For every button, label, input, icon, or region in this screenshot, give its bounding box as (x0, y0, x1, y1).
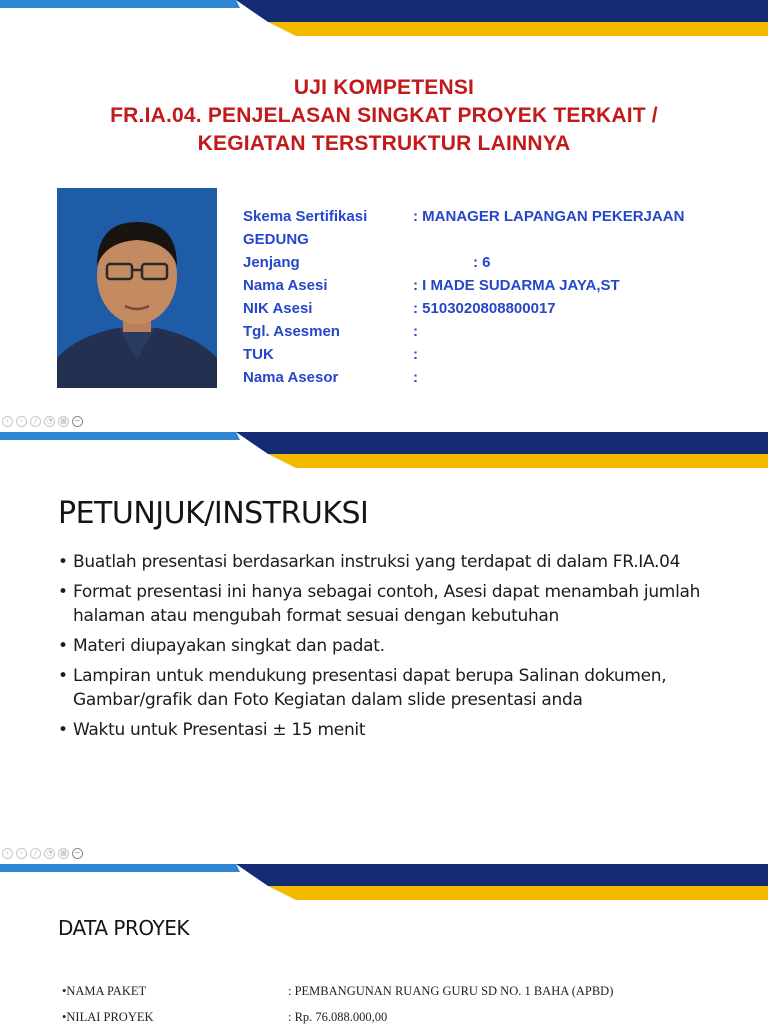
instruction-item (58, 664, 718, 712)
skema-label: Skema Sertifikasi (243, 208, 368, 225)
highlighter-icon[interactable]: ◔ (44, 416, 55, 427)
nik-label: NIK Asesi (243, 300, 313, 317)
tuk-label: TUK (243, 346, 274, 363)
nilai-proyek-value: : Rp. 76.088.000,00 (288, 1010, 388, 1024)
slide-instructions (0, 432, 768, 864)
instruction-item (58, 550, 718, 574)
grid-icon[interactable]: ▦ (58, 848, 69, 859)
nama-asesor-label: Nama Asesor (243, 369, 339, 386)
header-band (0, 432, 768, 472)
slide-title (0, 74, 768, 158)
portrait-image (57, 188, 217, 388)
header-band (0, 0, 768, 40)
slide-controls (2, 848, 83, 859)
instructions-title: PETUNJUK/INSTRUKSI (58, 496, 369, 531)
nilai-proyek-label: •NILAI PROYEK (62, 1010, 154, 1024)
instruction-list (58, 550, 718, 748)
title-line-3: KEGIATAN TERSTRUKTUR LAINNYA (197, 132, 571, 155)
slide-controls (2, 416, 83, 427)
bullet-icon: • (58, 666, 68, 686)
instruction-text: Format presentasi ini hanya sebagai contoh, Asesi dapat menambah jumlah halaman atau mengubah format sesuai dengan kebutuhan (73, 582, 701, 626)
grid-icon[interactable]: ▦ (58, 416, 69, 427)
forward-icon[interactable]: › (16, 848, 27, 859)
instruction-text: Materi diupayakan singkat dan padat. (73, 636, 385, 656)
forward-icon[interactable]: › (16, 416, 27, 427)
highlighter-icon[interactable]: ◔ (44, 848, 55, 859)
instruction-text: Lampiran untuk mendukung presentasi dapat berupa Salinan dokumen, Gambar/grafik dan Foto Kegiatan dalam slide presentasi anda (73, 666, 667, 710)
skema-value: : MANAGER LAPANGAN PEKERJAAN (413, 208, 685, 225)
back-icon[interactable]: ‹ (2, 848, 13, 859)
instruction-item (58, 718, 718, 742)
data-proyek-title: DATA PROYEK (58, 916, 189, 940)
instruction-item (58, 634, 718, 658)
instruction-item (58, 580, 718, 628)
instruction-text: Waktu untuk Presentasi ± 15 menit (73, 720, 366, 740)
bullet-icon: • (58, 636, 68, 656)
tgl-asesmen-value: : (413, 323, 418, 340)
zoom-out-icon[interactable]: − (72, 848, 83, 859)
nama-paket-label: •NAMA PAKET (62, 984, 147, 998)
zoom-out-icon[interactable]: − (72, 416, 83, 427)
bullet-icon: • (58, 720, 68, 740)
bullet-icon: • (58, 582, 68, 602)
nama-asesi-value: : I MADE SUDARMA JAYA,ST (413, 277, 620, 294)
slide-data-proyek (0, 864, 768, 1024)
title-line-1: UJI KOMPETENSI (293, 76, 475, 99)
nama-paket-value: : PEMBANGUNAN RUANG GURU SD NO. 1 BAHA (APBD) (288, 984, 614, 998)
asesi-photo (57, 188, 217, 388)
header-band (0, 864, 768, 904)
jenjang-value: : 6 (473, 254, 491, 271)
pen-icon[interactable]: / (30, 416, 41, 427)
back-icon[interactable]: ‹ (2, 416, 13, 427)
tuk-value: : (413, 346, 418, 363)
nama-asesi-label: Nama Asesi (243, 277, 328, 294)
instruction-text: Buatlah presentasi berdasarkan instruksi yang terdapat di dalam FR.IA.04 (73, 552, 681, 572)
pen-icon[interactable]: / (30, 848, 41, 859)
nama-asesor-value: : (413, 369, 418, 386)
jenjang-label: Jenjang (243, 254, 300, 271)
skema-value-continued: GEDUNG (243, 231, 309, 248)
tgl-asesmen-label: Tgl. Asesmen (243, 323, 340, 340)
bullet-icon: • (58, 552, 68, 572)
slide-cover (0, 0, 768, 432)
nik-value: : 5103020808800017 (413, 300, 556, 317)
title-line-2: FR.IA.04. PENJELASAN SINGKAT PROYEK TERKAIT / (110, 104, 658, 127)
